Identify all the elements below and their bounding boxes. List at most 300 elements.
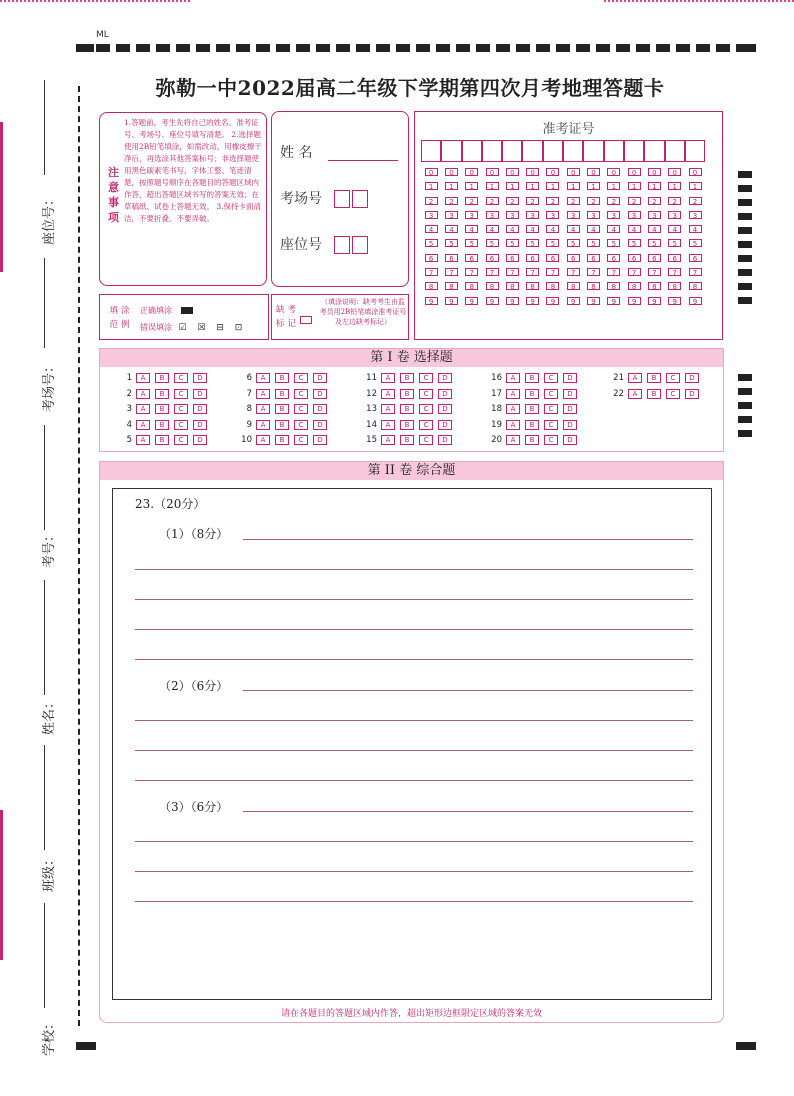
answer-line[interactable]: [135, 659, 693, 660]
option-bubble[interactable]: D: [193, 389, 207, 399]
option-bubble[interactable]: A: [381, 373, 395, 383]
digit-bubble[interactable]: 7: [526, 268, 539, 276]
option-bubble[interactable]: D: [438, 373, 452, 383]
digit-bubble[interactable]: 2: [526, 197, 539, 205]
digit-bubble[interactable]: 6: [506, 254, 519, 262]
section-choice-title: 第 I 卷 选择题: [100, 349, 723, 367]
digit-bubble[interactable]: 0: [506, 168, 519, 176]
digit-bubble[interactable]: 9: [425, 297, 438, 305]
exam-number-cell[interactable]: [583, 140, 603, 162]
digit-bubble[interactable]: 1: [648, 182, 661, 190]
option-bubble[interactable]: B: [525, 420, 539, 430]
timing-marks-right: [738, 374, 752, 444]
exam-number-cell[interactable]: [543, 140, 563, 162]
exam-number-cell[interactable]: [563, 140, 583, 162]
digit-bubble[interactable]: 3: [689, 211, 702, 219]
option-bubble[interactable]: A: [506, 389, 520, 399]
option-bubble[interactable]: D: [563, 404, 577, 414]
digit-bubble[interactable]: 2: [546, 197, 559, 205]
option-bubble[interactable]: B: [155, 435, 169, 445]
digit-bubble[interactable]: 3: [567, 211, 580, 219]
choice-question: [604, 373, 704, 386]
digit-bubble[interactable]: 3: [445, 211, 458, 219]
answer-line[interactable]: [243, 539, 693, 540]
option-bubble[interactable]: C: [419, 404, 433, 414]
student-info-box: [271, 111, 409, 287]
digit-bubble[interactable]: 5: [445, 239, 458, 247]
digit-bubble[interactable]: 3: [465, 211, 478, 219]
digit-bubble[interactable]: 2: [587, 197, 600, 205]
answer-line[interactable]: [135, 780, 693, 781]
digit-bubble[interactable]: 1: [486, 182, 499, 190]
option-bubble[interactable]: C: [419, 435, 433, 445]
option-bubble[interactable]: D: [313, 389, 327, 399]
answer-line[interactable]: [135, 841, 693, 842]
digit-bubble[interactable]: 5: [465, 239, 478, 247]
digit-bubble[interactable]: 9: [689, 297, 702, 305]
digit-bubble[interactable]: 5: [648, 239, 661, 247]
option-bubble[interactable]: A: [381, 420, 395, 430]
digit-bubble[interactable]: 7: [689, 268, 702, 276]
option-bubble[interactable]: D: [313, 435, 327, 445]
digit-bubble[interactable]: 7: [668, 268, 681, 276]
digit-bubble[interactable]: 2: [425, 197, 438, 205]
option-bubble[interactable]: B: [400, 389, 414, 399]
answer-line[interactable]: [135, 720, 693, 721]
option-bubble[interactable]: C: [419, 373, 433, 383]
choice-question: [482, 420, 582, 433]
digit-bubble[interactable]: 0: [567, 168, 580, 176]
digit-bubble[interactable]: 1: [546, 182, 559, 190]
digit-bubble[interactable]: 6: [445, 254, 458, 262]
digit-bubble[interactable]: 3: [628, 211, 641, 219]
digit-bubble[interactable]: 2: [465, 197, 478, 205]
option-bubble[interactable]: D: [193, 373, 207, 383]
digit-bubble[interactable]: 1: [425, 182, 438, 190]
option-bubble[interactable]: C: [174, 404, 188, 414]
digit-bubble[interactable]: 1: [587, 182, 600, 190]
option-bubble[interactable]: D: [313, 373, 327, 383]
digit-bubble[interactable]: 9: [506, 297, 519, 305]
digit-bubble[interactable]: 2: [668, 197, 681, 205]
answer-area[interactable]: [112, 488, 712, 1000]
digit-bubble[interactable]: 5: [567, 239, 580, 247]
exam-number-cell[interactable]: [421, 140, 441, 162]
digit-bubble[interactable]: 9: [546, 297, 559, 305]
digit-bubble[interactable]: 6: [425, 254, 438, 262]
digit-bubble[interactable]: 9: [668, 297, 681, 305]
digit-bubble[interactable]: 7: [567, 268, 580, 276]
exam-number-bubbles[interactable]: [421, 168, 705, 311]
digit-bubble[interactable]: 5: [607, 239, 620, 247]
timing-bar-top: [76, 44, 756, 52]
digit-bubble[interactable]: 0: [628, 168, 641, 176]
option-bubble[interactable]: C: [294, 404, 308, 414]
side-underline: [44, 745, 45, 850]
digit-bubble[interactable]: 7: [445, 268, 458, 276]
exam-number-cell[interactable]: [624, 140, 644, 162]
digit-bubble[interactable]: 9: [648, 297, 661, 305]
answer-line[interactable]: [243, 811, 693, 812]
digit-bubble[interactable]: 6: [648, 254, 661, 262]
option-bubble[interactable]: C: [174, 389, 188, 399]
choice-question: [357, 389, 457, 402]
option-bubble[interactable]: A: [628, 389, 642, 399]
option-bubble[interactable]: A: [136, 404, 150, 414]
option-bubble[interactable]: C: [294, 389, 308, 399]
answer-line[interactable]: [135, 599, 693, 600]
digit-bubble[interactable]: 2: [445, 197, 458, 205]
digit-bubble[interactable]: 7: [546, 268, 559, 276]
digit-bubble[interactable]: 0: [648, 168, 661, 176]
answer-line[interactable]: [135, 901, 693, 902]
option-bubble[interactable]: C: [419, 420, 433, 430]
digit-bubble[interactable]: 9: [587, 297, 600, 305]
digit-bubble[interactable]: 6: [628, 254, 641, 262]
question-number: 1: [126, 373, 132, 383]
digit-bubble[interactable]: 8: [445, 282, 458, 290]
option-bubble[interactable]: B: [275, 435, 289, 445]
option-bubble[interactable]: A: [136, 373, 150, 383]
option-bubble[interactable]: D: [563, 373, 577, 383]
answer-line[interactable]: [135, 750, 693, 751]
option-bubble[interactable]: D: [685, 389, 699, 399]
digit-bubble[interactable]: 6: [607, 254, 620, 262]
answer-line[interactable]: [135, 569, 693, 570]
digit-bubble[interactable]: 7: [465, 268, 478, 276]
digit-row: [421, 182, 705, 196]
digit-bubble[interactable]: 4: [587, 225, 600, 233]
digit-bubble[interactable]: 5: [587, 239, 600, 247]
digit-bubble[interactable]: 7: [506, 268, 519, 276]
option-bubble[interactable]: D: [193, 435, 207, 445]
exam-number-box: [414, 111, 723, 340]
option-bubble[interactable]: C: [419, 389, 433, 399]
option-bubble[interactable]: A: [256, 373, 270, 383]
digit-bubble[interactable]: 0: [526, 168, 539, 176]
digit-bubble[interactable]: 8: [506, 282, 519, 290]
option-bubble[interactable]: C: [294, 420, 308, 430]
digit-bubble[interactable]: 6: [486, 254, 499, 262]
digit-bubble[interactable]: 5: [425, 239, 438, 247]
digit-bubble[interactable]: 4: [607, 225, 620, 233]
answer-line[interactable]: [135, 871, 693, 872]
digit-bubble[interactable]: 9: [486, 297, 499, 305]
option-bubble[interactable]: A: [506, 435, 520, 445]
edge-mark: [0, 122, 3, 272]
option-bubble[interactable]: B: [155, 373, 169, 383]
option-bubble[interactable]: C: [174, 373, 188, 383]
digit-bubble[interactable]: 1: [668, 182, 681, 190]
option-bubble[interactable]: A: [136, 435, 150, 445]
digit-bubble[interactable]: 2: [607, 197, 620, 205]
digit-bubble[interactable]: 3: [607, 211, 620, 219]
option-bubble[interactable]: C: [666, 373, 680, 383]
name-field[interactable]: [328, 160, 398, 161]
digit-bubble[interactable]: 9: [628, 297, 641, 305]
digit-bubble[interactable]: 2: [486, 197, 499, 205]
digit-bubble[interactable]: 7: [587, 268, 600, 276]
side-underline: [44, 580, 45, 695]
digit-bubble[interactable]: 2: [648, 197, 661, 205]
option-bubble[interactable]: B: [155, 420, 169, 430]
option-bubble[interactable]: A: [381, 389, 395, 399]
digit-bubble[interactable]: 8: [567, 282, 580, 290]
question-number: 9: [246, 419, 252, 430]
digit-bubble[interactable]: 5: [668, 239, 681, 247]
digit-bubble[interactable]: 2: [506, 197, 519, 205]
digit-bubble[interactable]: 4: [526, 225, 539, 233]
digit-bubble[interactable]: 5: [486, 239, 499, 247]
absent-mark-checkbox[interactable]: [300, 316, 312, 324]
exam-number-cell[interactable]: [644, 140, 664, 162]
option-bubble[interactable]: B: [275, 389, 289, 399]
digit-bubble[interactable]: 0: [587, 168, 600, 176]
digit-row: [421, 297, 705, 311]
option-bubble[interactable]: D: [563, 420, 577, 430]
option-bubble[interactable]: D: [438, 435, 452, 445]
digit-bubble[interactable]: 5: [506, 239, 519, 247]
option-bubble[interactable]: B: [275, 420, 289, 430]
absent-mark-label: 缺考标记: [276, 305, 300, 329]
exam-number-cell[interactable]: [604, 140, 624, 162]
option-bubble[interactable]: D: [563, 435, 577, 445]
section-choice: [99, 348, 724, 452]
choice-question: [357, 373, 457, 386]
option-bubble[interactable]: A: [256, 435, 270, 445]
option-bubble[interactable]: A: [256, 420, 270, 430]
digit-bubble[interactable]: 5: [628, 239, 641, 247]
option-bubble[interactable]: C: [544, 389, 558, 399]
digit-bubble[interactable]: 6: [587, 254, 600, 262]
option-bubble[interactable]: D: [438, 420, 452, 430]
digit-bubble[interactable]: 3: [526, 211, 539, 219]
digit-bubble[interactable]: 8: [546, 282, 559, 290]
exam-number-cell[interactable]: [665, 140, 685, 162]
digit-bubble[interactable]: 5: [689, 239, 702, 247]
digit-bubble[interactable]: 6: [546, 254, 559, 262]
option-bubble[interactable]: C: [544, 404, 558, 414]
exam-number-cell[interactable]: [462, 140, 482, 162]
option-bubble[interactable]: D: [193, 420, 207, 430]
option-bubble[interactable]: B: [400, 373, 414, 383]
digit-bubble[interactable]: 6: [465, 254, 478, 262]
option-bubble[interactable]: B: [275, 404, 289, 414]
question-number: 7: [246, 388, 252, 399]
option-bubble[interactable]: B: [275, 373, 289, 383]
digit-bubble[interactable]: 8: [425, 282, 438, 290]
option-bubble[interactable]: A: [628, 373, 642, 383]
digit-bubble[interactable]: 3: [668, 211, 681, 219]
option-bubble[interactable]: C: [294, 435, 308, 445]
digit-bubble[interactable]: 9: [607, 297, 620, 305]
digit-bubble[interactable]: 3: [648, 211, 661, 219]
option-bubble[interactable]: A: [381, 404, 395, 414]
option-bubble[interactable]: D: [438, 404, 452, 414]
option-bubble[interactable]: C: [666, 389, 680, 399]
digit-bubble[interactable]: 4: [628, 225, 641, 233]
side-underline: [44, 425, 45, 530]
digit-bubble[interactable]: 6: [526, 254, 539, 262]
digit-bubble[interactable]: 3: [425, 211, 438, 219]
digit-bubble[interactable]: 0: [486, 168, 499, 176]
option-bubble[interactable]: D: [193, 404, 207, 414]
room-label: 考场号: [280, 188, 370, 208]
digit-bubble[interactable]: 1: [526, 182, 539, 190]
choice-question: [112, 389, 212, 402]
digit-bubble[interactable]: 4: [567, 225, 580, 233]
option-bubble[interactable]: B: [155, 404, 169, 414]
digit-bubble[interactable]: 7: [648, 268, 661, 276]
option-bubble[interactable]: D: [438, 389, 452, 399]
digit-bubble[interactable]: 8: [648, 282, 661, 290]
digit-bubble[interactable]: 1: [465, 182, 478, 190]
part-1-label: （1）（8分）: [159, 527, 229, 541]
answer-line[interactable]: [135, 629, 693, 630]
digit-bubble[interactable]: 8: [486, 282, 499, 290]
option-bubble[interactable]: B: [647, 373, 661, 383]
digit-bubble[interactable]: 4: [506, 225, 519, 233]
digit-bubble[interactable]: 3: [506, 211, 519, 219]
digit-bubble[interactable]: 0: [465, 168, 478, 176]
digit-bubble[interactable]: 4: [465, 225, 478, 233]
option-bubble[interactable]: C: [174, 420, 188, 430]
digit-bubble[interactable]: 8: [689, 282, 702, 290]
exam-number-cells[interactable]: [421, 140, 705, 162]
digit-bubble[interactable]: 9: [567, 297, 580, 305]
option-bubble[interactable]: B: [400, 420, 414, 430]
choice-question: [232, 373, 332, 386]
option-bubble[interactable]: B: [525, 389, 539, 399]
choice-question: [482, 389, 582, 402]
digit-bubble[interactable]: 4: [546, 225, 559, 233]
digit-bubble[interactable]: 3: [587, 211, 600, 219]
digit-bubble[interactable]: 6: [689, 254, 702, 262]
digit-bubble[interactable]: 8: [465, 282, 478, 290]
digit-bubble[interactable]: 3: [486, 211, 499, 219]
digit-bubble[interactable]: 5: [546, 239, 559, 247]
exam-number-cell[interactable]: [522, 140, 542, 162]
digit-bubble[interactable]: 7: [607, 268, 620, 276]
exam-number-cell[interactable]: [441, 140, 461, 162]
digit-bubble[interactable]: 0: [445, 168, 458, 176]
digit-bubble[interactable]: 7: [486, 268, 499, 276]
option-bubble[interactable]: B: [155, 389, 169, 399]
exam-number-cell[interactable]: [502, 140, 522, 162]
digit-bubble[interactable]: 2: [628, 197, 641, 205]
digit-bubble[interactable]: 2: [567, 197, 580, 205]
option-bubble[interactable]: A: [256, 404, 270, 414]
digit-bubble[interactable]: 1: [607, 182, 620, 190]
digit-bubble[interactable]: 0: [546, 168, 559, 176]
option-bubble[interactable]: C: [174, 435, 188, 445]
choice-question: [232, 420, 332, 433]
digit-row: [421, 239, 705, 253]
digit-bubble[interactable]: 8: [628, 282, 641, 290]
side-underline: [44, 903, 45, 1008]
digit-bubble[interactable]: 9: [445, 297, 458, 305]
wrong-fill-icons: ☑ ☒ ⊟ ⊡: [178, 323, 247, 333]
page-title: 弥勒一中2022届高二年级下学期第四次月考地理答题卡: [155, 76, 665, 100]
option-bubble[interactable]: B: [525, 435, 539, 445]
digit-bubble[interactable]: 1: [628, 182, 641, 190]
digit-bubble[interactable]: 6: [567, 254, 580, 262]
digit-bubble[interactable]: 0: [668, 168, 681, 176]
option-bubble[interactable]: A: [381, 435, 395, 445]
digit-bubble[interactable]: 3: [546, 211, 559, 219]
digit-bubble[interactable]: 5: [526, 239, 539, 247]
digit-bubble[interactable]: 0: [425, 168, 438, 176]
digit-bubble[interactable]: 2: [689, 197, 702, 205]
digit-bubble[interactable]: 7: [628, 268, 641, 276]
absent-mark-note: （填涂说明：缺考考生由监考员用2B铅笔填涂准考证号及左边缺考标记）: [319, 298, 407, 326]
exam-number-cell[interactable]: [685, 140, 705, 162]
digit-bubble[interactable]: 0: [607, 168, 620, 176]
option-bubble[interactable]: A: [506, 404, 520, 414]
question-number: 13: [366, 404, 377, 414]
digit-bubble[interactable]: 1: [445, 182, 458, 190]
option-bubble[interactable]: C: [294, 373, 308, 383]
option-bubble[interactable]: B: [525, 373, 539, 383]
option-bubble[interactable]: A: [256, 389, 270, 399]
digit-bubble[interactable]: 4: [648, 225, 661, 233]
digit-row: [421, 268, 705, 282]
room-boxes[interactable]: [334, 191, 370, 207]
ml-mark: ML: [96, 30, 109, 40]
seat-boxes[interactable]: [334, 237, 370, 253]
option-bubble[interactable]: B: [647, 389, 661, 399]
digit-bubble[interactable]: 0: [689, 168, 702, 176]
option-bubble[interactable]: B: [400, 404, 414, 414]
option-bubble[interactable]: A: [136, 389, 150, 399]
name-label: 姓 名: [280, 145, 313, 161]
option-bubble[interactable]: C: [544, 373, 558, 383]
option-bubble[interactable]: B: [525, 404, 539, 414]
option-bubble[interactable]: A: [136, 420, 150, 430]
answer-line[interactable]: [243, 690, 693, 691]
digit-bubble[interactable]: 4: [425, 225, 438, 233]
option-bubble[interactable]: B: [400, 435, 414, 445]
digit-bubble[interactable]: 4: [689, 225, 702, 233]
digit-bubble[interactable]: 4: [668, 225, 681, 233]
digit-bubble[interactable]: 9: [465, 297, 478, 305]
option-bubble[interactable]: D: [685, 373, 699, 383]
digit-bubble[interactable]: 7: [425, 268, 438, 276]
option-bubble[interactable]: A: [506, 373, 520, 383]
timing-marks-right: [738, 171, 752, 311]
digit-bubble[interactable]: 1: [506, 182, 519, 190]
digit-bubble[interactable]: 4: [486, 225, 499, 233]
digit-bubble[interactable]: 1: [567, 182, 580, 190]
option-bubble[interactable]: C: [544, 420, 558, 430]
digit-bubble[interactable]: 8: [587, 282, 600, 290]
digit-row: [421, 282, 705, 296]
option-bubble[interactable]: A: [506, 420, 520, 430]
option-bubble[interactable]: D: [313, 404, 327, 414]
digit-bubble[interactable]: 8: [607, 282, 620, 290]
option-bubble[interactable]: D: [563, 389, 577, 399]
digit-bubble[interactable]: 8: [526, 282, 539, 290]
digit-bubble[interactable]: 6: [668, 254, 681, 262]
digit-bubble[interactable]: 4: [445, 225, 458, 233]
digit-bubble[interactable]: 1: [689, 182, 702, 190]
exam-number-cell[interactable]: [482, 140, 502, 162]
digit-bubble[interactable]: 9: [526, 297, 539, 305]
binding-line: [78, 86, 80, 1026]
option-bubble[interactable]: C: [544, 435, 558, 445]
option-bubble[interactable]: D: [313, 420, 327, 430]
digit-bubble[interactable]: 8: [668, 282, 681, 290]
